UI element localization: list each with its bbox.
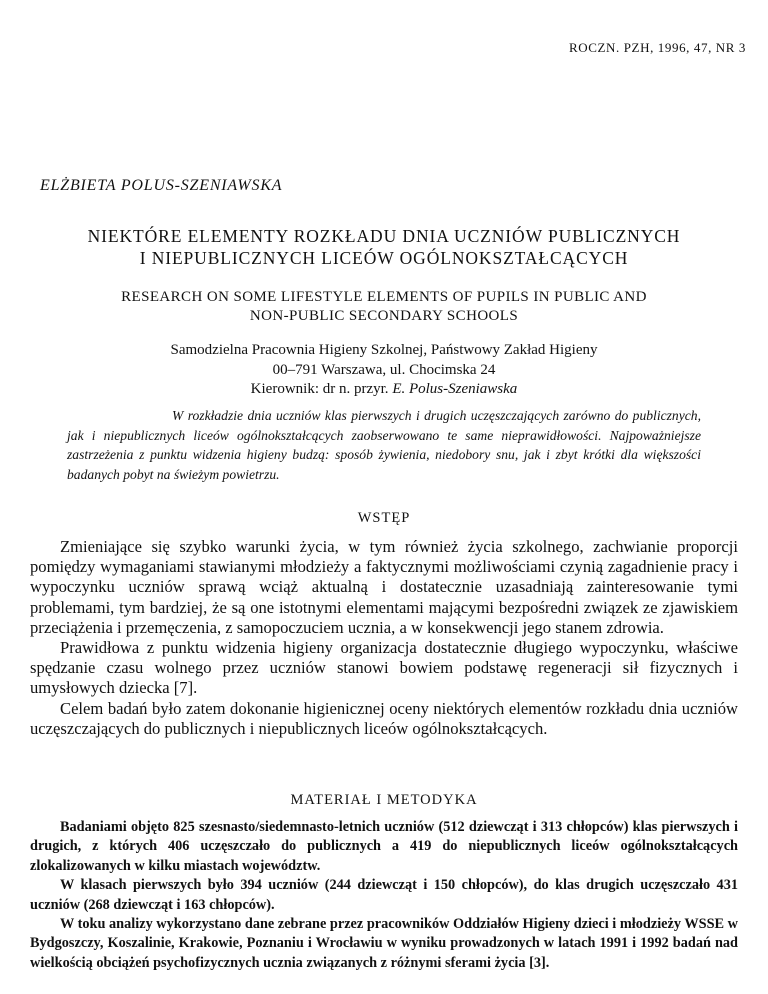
- title-english-line-2: NON-PUBLIC SECONDARY SCHOOLS: [249, 308, 519, 324]
- title-polish-line-2: I NIEPUBLICZNYCH LICEÓW OGÓLNOKSZTAŁCĄCYCH: [139, 248, 629, 268]
- methods-paragraph: W klasach pierwszych było 394 uczniów (244 dziewcząt i 150 chłopców), do klas drugich uczęszczało 431 uczniów (268 dziewcząt i 163 chłopców).: [30, 877, 738, 913]
- methods-body: [30, 818, 738, 973]
- abstract: [67, 406, 701, 484]
- section-heading-introduction: WSTĘP: [357, 510, 411, 526]
- affiliation-institution: Samodzielna Pracownia Higieny Szkolnej, Państwowy Zakład Higieny: [170, 342, 598, 358]
- title-english: [30, 288, 738, 326]
- introduction-paragraph: Zmieniające się szybko warunki życia, w tym również życia szkolnego, zachwianie proporcji pomiędzy wymaganiami stawianymi młodzieży a faktycznymi możliwościami czynią zagadnienie pracy i wypoczynku uczniów sprawą wciąż aktualną i dostatecznie uzasadniają zainteresowanie tymi problemami, tym bardziej, że są one istotnymi elementami mającymi bezpośredni związek ze zjawiskiem przeciążenia i przemęczenia, z samopoczuciem ucznia, a w konsekwencji jego stanem zdrowia.: [30, 537, 738, 637]
- affiliation-head: [30, 380, 738, 400]
- methods-paragraph: Badaniami objęto 825 szesnasto/siedemnasto-letnich uczniów (512 dziewcząt i 313 chłopców) klas pierwszych i drugich, z których 406 uczęszczało do publicznych a 419 do niepublicznych liceów ogólnokształcących zlokalizowanych w kilku miastach województw.: [30, 819, 738, 874]
- running-header: ROCZN. PZH, 1996, 47, NR 3: [568, 40, 746, 55]
- introduction-paragraph: Celem badań było zatem dokonanie higienicznej oceny niektórych elementów rozkładu dnia uczniów uczęszczających do publicznych i niepublicznych liceów ogólnokształcących.: [30, 698, 738, 738]
- section-heading-methods: MATERIAŁ I METODYKA: [290, 792, 478, 808]
- abstract-text: W rozkładzie dnia uczniów klas pierwszych i drugich uczęszczających zarówno do publicznych, jak i niepublicznych liceów ogólnokształcących zaobserwowano te same nieprawidłowości. Najpoważniejsze zastrzeżenia z punktu widzenia higieny budzą: sposób żywienia, niedobory snu, jak i zbyt krótki dla większości badanych pobyt na świeżym powietrzu.: [67, 408, 701, 482]
- title-english-line-1: RESEARCH ON SOME LIFESTYLE ELEMENTS OF PUPILS IN PUBLIC AND: [121, 289, 647, 305]
- title-polish: [30, 225, 738, 269]
- title-polish-line-1: NIEKTÓRE ELEMENTY ROZKŁADU DNIA UCZNIÓW PUBLICZNYCH: [87, 226, 681, 246]
- affiliation-head-name: E. Polus-Szeniawska: [392, 381, 518, 397]
- introduction-paragraph: Prawidłowa z punktu widzenia higieny organizacja dostatecznie długiego wypoczynku, właściwe spędzanie czasu wolnego przez uczniów stanowi bowiem podstawę regeneracji sił fizycznych i umysłowych dziecka [7].: [30, 638, 738, 698]
- affiliation-address: 00–791 Warszawa, ul. Chocimska 24: [272, 361, 496, 378]
- methods-paragraph: W toku analizy wykorzystano dane zebrane przez pracowników Oddziałów Higieny dzieci i młodzieży WSSE w Bydgoszczy, Koszalinie, Krakowie, Poznaniu i Wrocławiu w wyniku prowadzonych w latach 1991 i 1992 badań nad wielkością obciążeń psychofizycznych ucznia związanych z różnymi sferami życia [3].: [30, 916, 738, 971]
- affiliation-head-label: Kierownik: dr n. przyr.: [250, 381, 389, 397]
- introduction-body: [30, 537, 738, 739]
- affiliation: [30, 341, 738, 400]
- author-name: ELŻBIETA POLUS-SZENIAWSKA: [40, 177, 283, 194]
